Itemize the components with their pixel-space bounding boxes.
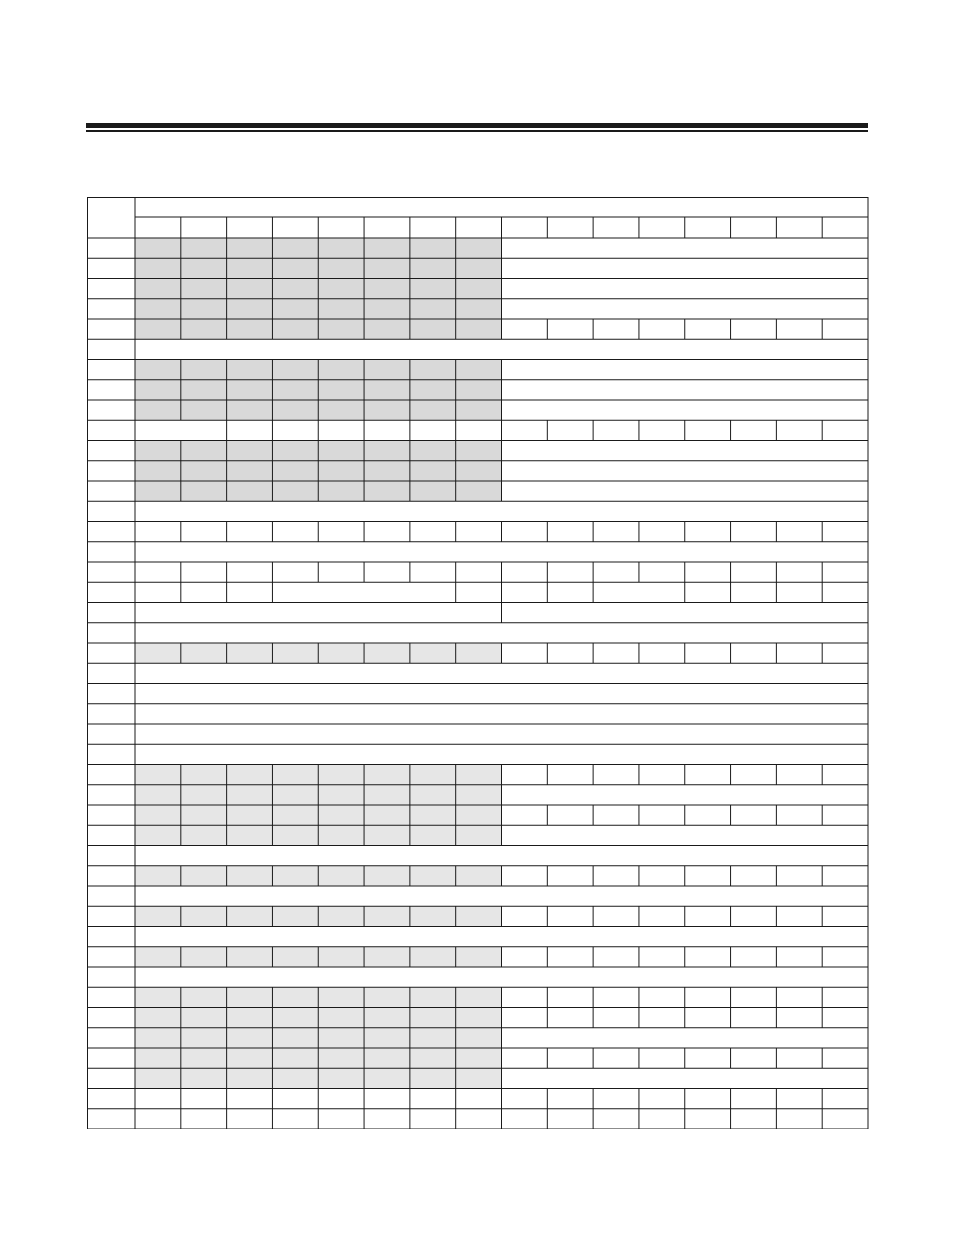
table-cell-shaded xyxy=(181,866,227,886)
table-cell-shaded xyxy=(135,765,181,785)
table-cell-shaded xyxy=(318,947,364,967)
table-cell-shaded xyxy=(364,1008,410,1028)
table-cell-shaded xyxy=(227,906,273,926)
table-cell-shaded xyxy=(135,299,181,319)
table-cell-shaded xyxy=(181,360,227,380)
table-cell-shaded xyxy=(135,785,181,805)
table-cell-shaded xyxy=(364,1028,410,1048)
table-cell-shaded xyxy=(410,258,456,278)
table-cell-shaded xyxy=(410,643,456,663)
table-cell-shaded xyxy=(364,785,410,805)
header-rule-thin xyxy=(86,130,868,132)
table-cell-shaded xyxy=(181,238,227,258)
table-cell-shaded xyxy=(364,481,410,501)
table-cell-shaded xyxy=(364,279,410,299)
table-cell-shaded xyxy=(227,1008,273,1028)
table-cell-shaded xyxy=(364,360,410,380)
table-cell-shaded xyxy=(456,1028,502,1048)
table-cell-shaded xyxy=(227,1028,273,1048)
table-cell-shaded xyxy=(318,400,364,420)
table-cell-shaded xyxy=(410,947,456,967)
table-cell-shaded xyxy=(272,825,318,845)
table-cell-shaded xyxy=(456,805,502,825)
table-cell-shaded xyxy=(364,441,410,461)
table-cell-shaded xyxy=(272,947,318,967)
table-cell-shaded xyxy=(272,258,318,278)
table-cell-shaded xyxy=(135,1048,181,1068)
table-cell-shaded xyxy=(181,1028,227,1048)
table-cell-shaded xyxy=(227,825,273,845)
table-cell-shaded xyxy=(410,400,456,420)
table-cell-shaded xyxy=(181,1068,227,1088)
table-cell-shaded xyxy=(135,380,181,400)
table-cell-shaded xyxy=(410,441,456,461)
table-cell-shaded xyxy=(272,906,318,926)
register-table xyxy=(87,195,869,1129)
table-cell-shaded xyxy=(181,765,227,785)
table-cell-shaded xyxy=(181,1048,227,1068)
table-cell-shaded xyxy=(181,380,227,400)
table-cell-shaded xyxy=(227,1068,273,1088)
table-cell-shaded xyxy=(181,906,227,926)
table-cell-shaded xyxy=(135,400,181,420)
table-cell-shaded xyxy=(410,987,456,1007)
register-table-grid xyxy=(87,195,869,1129)
table-cell-shaded xyxy=(456,1048,502,1068)
table-cell-shaded xyxy=(410,866,456,886)
table-cell-shaded xyxy=(318,1048,364,1068)
table-cell-shaded xyxy=(456,380,502,400)
table-cell-shaded xyxy=(272,299,318,319)
table-cell-shaded xyxy=(364,238,410,258)
table-cell-shaded xyxy=(318,441,364,461)
table-cell-shaded xyxy=(456,441,502,461)
table-cell-shaded xyxy=(318,987,364,1007)
table-cell-shaded xyxy=(410,1048,456,1068)
table-cell-shaded xyxy=(135,1068,181,1088)
header-rule-thick xyxy=(86,123,868,128)
table-cell-shaded xyxy=(272,987,318,1007)
table-cell-shaded xyxy=(135,258,181,278)
table-cell-shaded xyxy=(456,400,502,420)
table-cell-shaded xyxy=(318,765,364,785)
table-cell-shaded xyxy=(318,805,364,825)
table-cell-shaded xyxy=(456,906,502,926)
table-cell-shaded xyxy=(410,360,456,380)
table-cell-shaded xyxy=(272,441,318,461)
table-cell-shaded xyxy=(318,643,364,663)
table-cell-shaded xyxy=(410,785,456,805)
table-cell-shaded xyxy=(181,461,227,481)
table-cell-shaded xyxy=(456,825,502,845)
table-cell-shaded xyxy=(135,805,181,825)
table-cell-shaded xyxy=(364,258,410,278)
table-cell-shaded xyxy=(410,481,456,501)
table-cell-shaded xyxy=(181,825,227,845)
table-cell-shaded xyxy=(181,400,227,420)
table-cell-shaded xyxy=(272,1008,318,1028)
table-cell-shaded xyxy=(318,258,364,278)
table-cell-shaded xyxy=(318,461,364,481)
table-cell-shaded xyxy=(227,643,273,663)
table-cell-shaded xyxy=(410,825,456,845)
table-cell-shaded xyxy=(227,400,273,420)
table-cell-shaded xyxy=(364,765,410,785)
table-cell-shaded xyxy=(181,947,227,967)
table-cell-shaded xyxy=(272,1068,318,1088)
table-cell-shaded xyxy=(456,947,502,967)
table-cell-shaded xyxy=(272,319,318,339)
table-cell-shaded xyxy=(318,319,364,339)
table-cell-shaded xyxy=(364,947,410,967)
table-cell-shaded xyxy=(135,441,181,461)
table-cell-shaded xyxy=(364,987,410,1007)
table-cell-shaded xyxy=(456,461,502,481)
table-cell-shaded xyxy=(410,805,456,825)
table-cell-shaded xyxy=(227,441,273,461)
table-cell-shaded xyxy=(364,643,410,663)
table-cell-shaded xyxy=(318,360,364,380)
table-cell-shaded xyxy=(410,1008,456,1028)
table-cell-shaded xyxy=(227,785,273,805)
table-cell-shaded xyxy=(318,825,364,845)
table-cell-shaded xyxy=(227,947,273,967)
table-cell-shaded xyxy=(364,461,410,481)
table-cell-shaded xyxy=(272,805,318,825)
table-cell-shaded xyxy=(181,1008,227,1028)
table-cell-shaded xyxy=(364,319,410,339)
table-cell-shaded xyxy=(227,805,273,825)
table-cell-shaded xyxy=(318,866,364,886)
table-cell-shaded xyxy=(456,1008,502,1028)
table-cell-shaded xyxy=(272,1028,318,1048)
table-cell-shaded xyxy=(181,441,227,461)
table-cell-shaded xyxy=(227,238,273,258)
table-cell-shaded xyxy=(181,258,227,278)
table-cell-shaded xyxy=(227,279,273,299)
table-cell-shaded xyxy=(227,360,273,380)
table-cell-shaded xyxy=(318,1068,364,1088)
table-cell-shaded xyxy=(135,825,181,845)
table-cell-shaded xyxy=(410,238,456,258)
table-cell-shaded xyxy=(272,1048,318,1068)
table-cell-shaded xyxy=(364,825,410,845)
table-cell-shaded xyxy=(135,360,181,380)
table-cell-shaded xyxy=(272,360,318,380)
table-cell-shaded xyxy=(456,1068,502,1088)
table-cell-shaded xyxy=(364,1048,410,1068)
table-cell-shaded xyxy=(456,643,502,663)
table-cell-shaded xyxy=(318,906,364,926)
table-cell-shaded xyxy=(135,1028,181,1048)
table-cell-shaded xyxy=(135,947,181,967)
table-cell-shaded xyxy=(318,238,364,258)
table-cell-shaded xyxy=(135,238,181,258)
table-cell-shaded xyxy=(181,643,227,663)
table-cell-shaded xyxy=(410,299,456,319)
table-cell-shaded xyxy=(364,380,410,400)
table-cell-shaded xyxy=(135,987,181,1007)
table-cell-shaded xyxy=(456,238,502,258)
table-cell-shaded xyxy=(272,461,318,481)
table-cell-shaded xyxy=(318,785,364,805)
table-cell-shaded xyxy=(181,481,227,501)
table-cell-shaded xyxy=(456,481,502,501)
table-cell-shaded xyxy=(227,1048,273,1068)
table-cell-shaded xyxy=(318,1028,364,1048)
table-cell-shaded xyxy=(456,319,502,339)
table-cell-shaded xyxy=(181,987,227,1007)
table-cell-shaded xyxy=(410,279,456,299)
table-cell-shaded xyxy=(318,1008,364,1028)
table-cell-shaded xyxy=(135,866,181,886)
table-cell-shaded xyxy=(272,238,318,258)
table-cell-shaded xyxy=(456,765,502,785)
table-cell-shaded xyxy=(410,1028,456,1048)
table-cell-shaded xyxy=(227,987,273,1007)
table-cell-shaded xyxy=(364,400,410,420)
table-cell-shaded xyxy=(456,785,502,805)
table-cell-shaded xyxy=(135,906,181,926)
table-cell-shaded xyxy=(410,461,456,481)
table-cell-shaded xyxy=(456,987,502,1007)
table-cell-shaded xyxy=(227,258,273,278)
table-cell-shaded xyxy=(135,1008,181,1028)
table-cell-shaded xyxy=(272,400,318,420)
table-cell-shaded xyxy=(456,279,502,299)
table-cell-shaded xyxy=(410,319,456,339)
table-cell-shaded xyxy=(181,319,227,339)
table-cell-shaded xyxy=(456,866,502,886)
table-cell-shaded xyxy=(227,319,273,339)
table-cell-shaded xyxy=(135,461,181,481)
table-cell-shaded xyxy=(227,481,273,501)
table-cell-shaded xyxy=(410,380,456,400)
table-cell-shaded xyxy=(318,279,364,299)
table-cell-shaded xyxy=(364,906,410,926)
table-cell-shaded xyxy=(272,643,318,663)
table-cell-shaded xyxy=(135,319,181,339)
table-cell-shaded xyxy=(364,1068,410,1088)
table-cell-shaded xyxy=(456,299,502,319)
table-cell-shaded xyxy=(272,279,318,299)
table-cell-shaded xyxy=(364,866,410,886)
table-cell-shaded xyxy=(364,299,410,319)
table-cell-shaded xyxy=(227,866,273,886)
table-cell-shaded xyxy=(364,805,410,825)
table-cell-shaded xyxy=(181,805,227,825)
table-cell-shaded xyxy=(227,461,273,481)
table-cell-shaded xyxy=(272,481,318,501)
table-cell-shaded xyxy=(181,299,227,319)
table-cell-shaded xyxy=(227,380,273,400)
table-cell-shaded xyxy=(456,258,502,278)
table-cell-shaded xyxy=(318,299,364,319)
table-cell-shaded xyxy=(318,481,364,501)
table-cell-shaded xyxy=(410,765,456,785)
table-cell-shaded xyxy=(318,380,364,400)
table-cell-shaded xyxy=(410,906,456,926)
table-cell-shaded xyxy=(181,279,227,299)
table-cell-shaded xyxy=(272,785,318,805)
table-cell-shaded xyxy=(272,866,318,886)
table-cell-shaded xyxy=(135,481,181,501)
table-cell-shaded xyxy=(410,1068,456,1088)
table-cell-shaded xyxy=(272,380,318,400)
table-cell-shaded xyxy=(135,643,181,663)
table-cell-shaded xyxy=(456,360,502,380)
table-cell-shaded xyxy=(272,765,318,785)
table-cell-shaded xyxy=(135,279,181,299)
table-cell-shaded xyxy=(227,765,273,785)
table-cell-shaded xyxy=(227,299,273,319)
table-cell-shaded xyxy=(181,785,227,805)
